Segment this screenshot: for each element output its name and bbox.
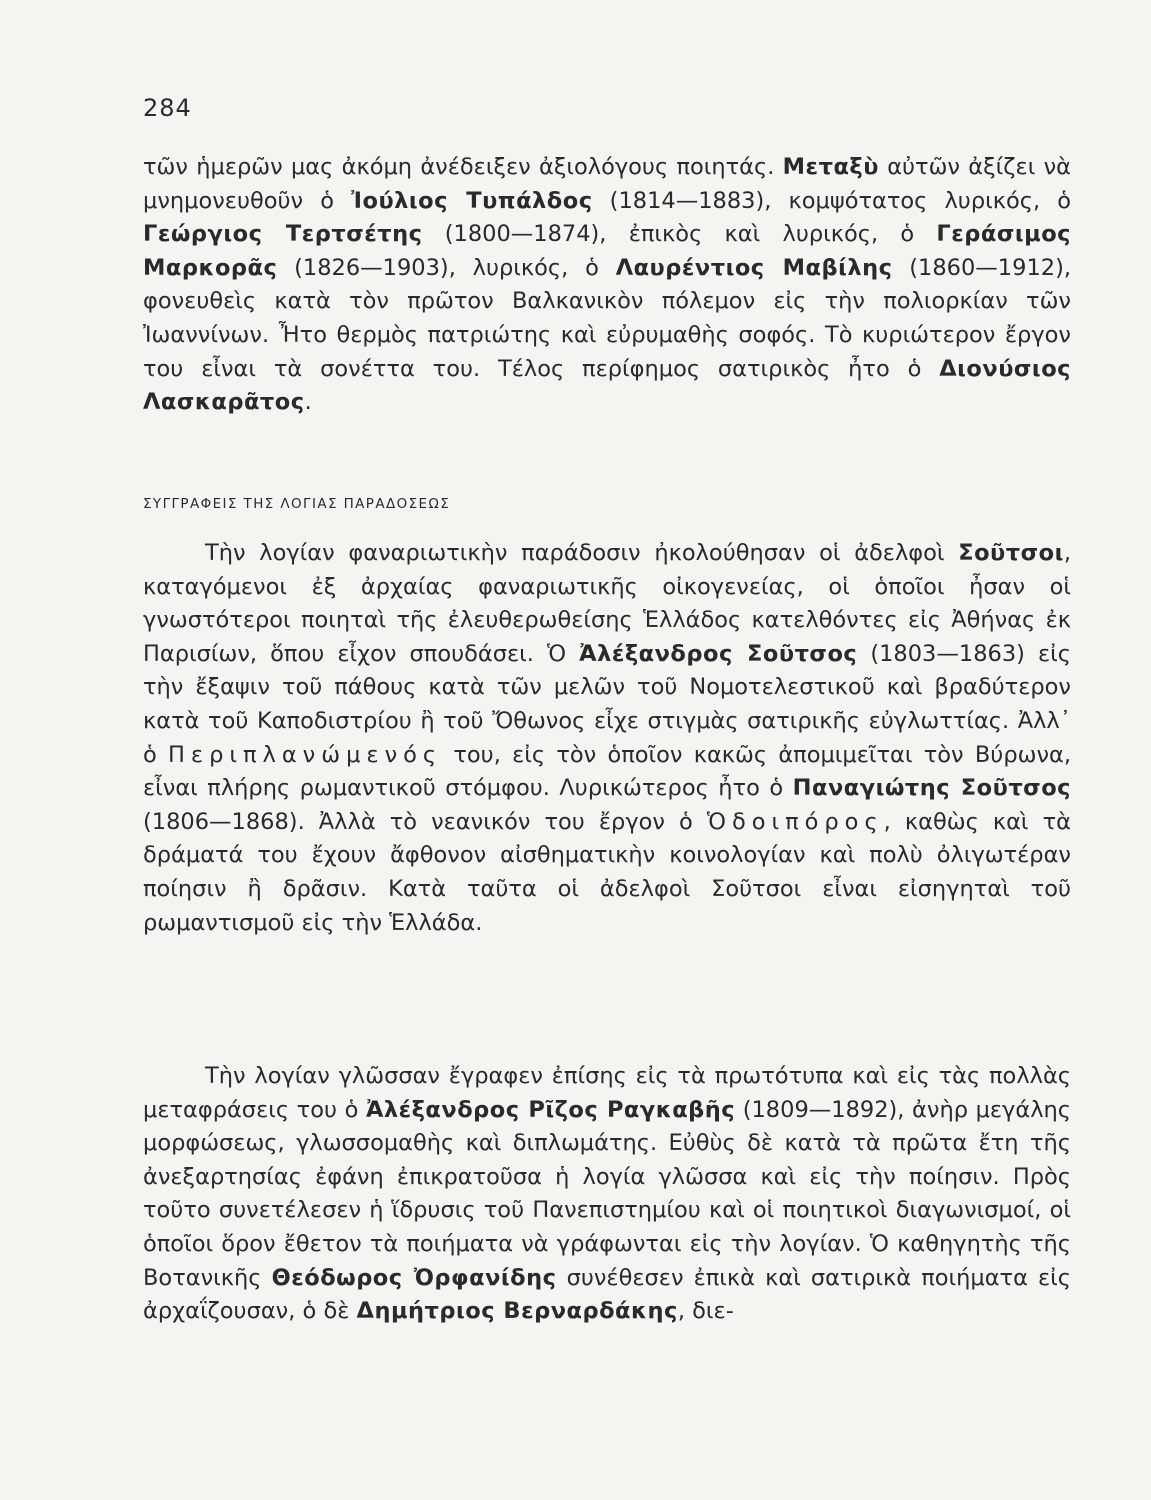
text: , καθὼς καὶ τὰ δράματά του ἔχουν ἄφθονον αἰσθηματικὴν κοινολογίαν καὶ πολὺ ὀλιγωτέραν ποίησιν ἢ δρᾶσιν. Κατὰ ταῦτα οἱ ἀδελφοὶ Σοῦτσοι εἶναι εἰσηγηταὶ τοῦ ρωμαντισμοῦ εἰς τὴν Ἑλλάδα.: [143, 808, 1071, 936]
text: , καταγόμενοι ἐξ ἀρχαίας φαναριωτικῆς οἰκογενείας, οἱ ὁποῖοι ἦσαν οἱ γνωστότεροι ποιηταὶ τῆς ἐλευθερωθείσης Ἑλλάδος κατελθόντες εἰς Ἀθήνας ἐκ Παρισίων, ὅπου εἶχον σπουδάσει. Ὁ: [143, 540, 1071, 667]
work-title: Περιπλανώμενός: [168, 741, 443, 768]
poet-name: Ἰούλιος Τυπάλδος: [351, 187, 593, 214]
page-number: 284: [143, 94, 192, 122]
text: (1860—1912), φονευθεὶς κατὰ τὸν πρῶτον Βαλκανικὸν πόλεμον εἰς τὴν πολιορκίαν τῶν Ἰωαννίνων. Ἦτο θερμὸς πατριώτης καὶ εὐρυμαθὴς σοφός. Τὸ κυριώτερον ἔργον του εἶναι τὰ σονέττα του. Τέλος περίφημος σατιρικὸς ἦτο ὁ: [143, 254, 1071, 382]
text: του, εἰς τὸν ὁποῖον κακῶς ἀπομιμεῖται τὸν Βύρωνα, εἶναι πλήρης ρωμαντικοῦ στόμφου. Λυρικώτερος ἦτο ὁ: [143, 741, 1071, 802]
text: (1800—1874), ἐπικὸς καὶ λυρικός, ὁ: [422, 221, 937, 248]
poet-name: Παναγιώτης Σοῦτσος: [792, 775, 1071, 802]
poet-name: Γεώργιος Τερτσέτης: [143, 221, 423, 248]
text: (1806—1868). Ἀλλὰ τὸ νεανικόν του ἔργον ὁ: [143, 808, 707, 835]
paragraph-intro: [143, 151, 1071, 420]
poet-name: Ἀλέξανδρος Ρῖζος Ραγκαβῆς: [365, 1096, 736, 1123]
text: (1803—1863) εἰς τὴν ἔξαψιν τοῦ πάθους κατὰ τῶν μελῶν τοῦ Νομοτελεστικοῦ καὶ βραδύτερον κατὰ τοῦ Καποδιστρίου ἢ τοῦ Ὄθωνος εἶχε στιγμὰς σατιρικῆς εὐγλωττίας. Ἀλλ᾽ ὁ: [143, 640, 1071, 768]
text: .: [304, 389, 312, 416]
text: αὐτῶν ἀξίζει νὰ μνημονευθοῦν ὁ: [143, 154, 1071, 214]
text: (1809—1892), ἀνὴρ μεγάλης μορφώσεως, γλωσσομαθὴς καὶ διπλωμάτης. Εὐθὺς δὲ κατὰ τὰ πρῶτα ἔτη τῆς ἀνεξαρτησίας ἐφάνη ἐπικρατοῦσα ἡ λογία γλῶσσα καὶ εἰς τὴν ποίησιν. Πρὸς τοῦτο συνετέλεσεν ἡ ἵδρυσις τοῦ Πανεπιστημίου καὶ οἱ ποιητικοὶ διαγωνισμοί, οἱ ὁποῖοι ὅρον ἔθετον τὰ ποιήματα νὰ γράφωνται εἰς τὴν λογίαν. Ὁ καθηγητὴς τῆς Βοτανικῆς: [143, 1096, 1071, 1291]
poet-name: Θεόδωρος Ὀρφανίδης: [271, 1264, 557, 1291]
text: συνέθεσεν ἐπικὰ καὶ σατιρικὰ ποιήματα εἰς ἀρχαΐζουσαν, ὁ δὲ: [143, 1264, 1071, 1325]
text: τῶν ἡμερῶν μας ἀκόμη ἀνέδειξεν ἀξιολόγους ποιητάς.: [143, 154, 783, 180]
poet-name: Διονύσιος Λασκαρᾶτος: [143, 355, 1071, 416]
text: Τὴν λογίαν γλῶσσαν ἔγραφεν ἐπίσης εἰς τὰ πρωτότυπα καὶ εἰς τὰς πολλὰς μεταφράσεις του ὁ: [143, 1063, 1071, 1123]
paragraph-rangavis: [143, 1060, 1071, 1435]
text: , διε-: [677, 1298, 734, 1325]
poet-name: Σοῦτσοι: [958, 540, 1064, 566]
text: (1826—1903), λυρικός, ὁ: [277, 254, 616, 281]
poet-name: Γεράσιμος Μαρκορᾶς: [143, 221, 1071, 281]
text: (1814—1883), κομψότατος λυρικός, ὁ: [592, 187, 1071, 214]
poet-name: Δημήτριος Βερναρδάκης: [356, 1298, 678, 1325]
section-heading: ΣΥΓΓΡΑΦΕΙΣ ΤΗΣ ΛΟΓΙΑΣ ΠΑΡΑΔΟΣΕΩΣ: [143, 496, 451, 512]
poet-name: Λαυρέντιος Μαβίλης: [615, 254, 893, 281]
poet-name: Ἀλέξανδρος Σοῦτσος: [579, 640, 858, 667]
emphasis: Μεταξὺ: [782, 154, 879, 180]
paragraph-soutsos: [143, 537, 1071, 940]
work-title: Ὁδοιπόρος: [706, 808, 884, 835]
text: Τὴν λογίαν φαναριωτικὴν παράδοσιν ἠκολούθησαν οἱ ἀδελφοὶ: [205, 540, 959, 566]
